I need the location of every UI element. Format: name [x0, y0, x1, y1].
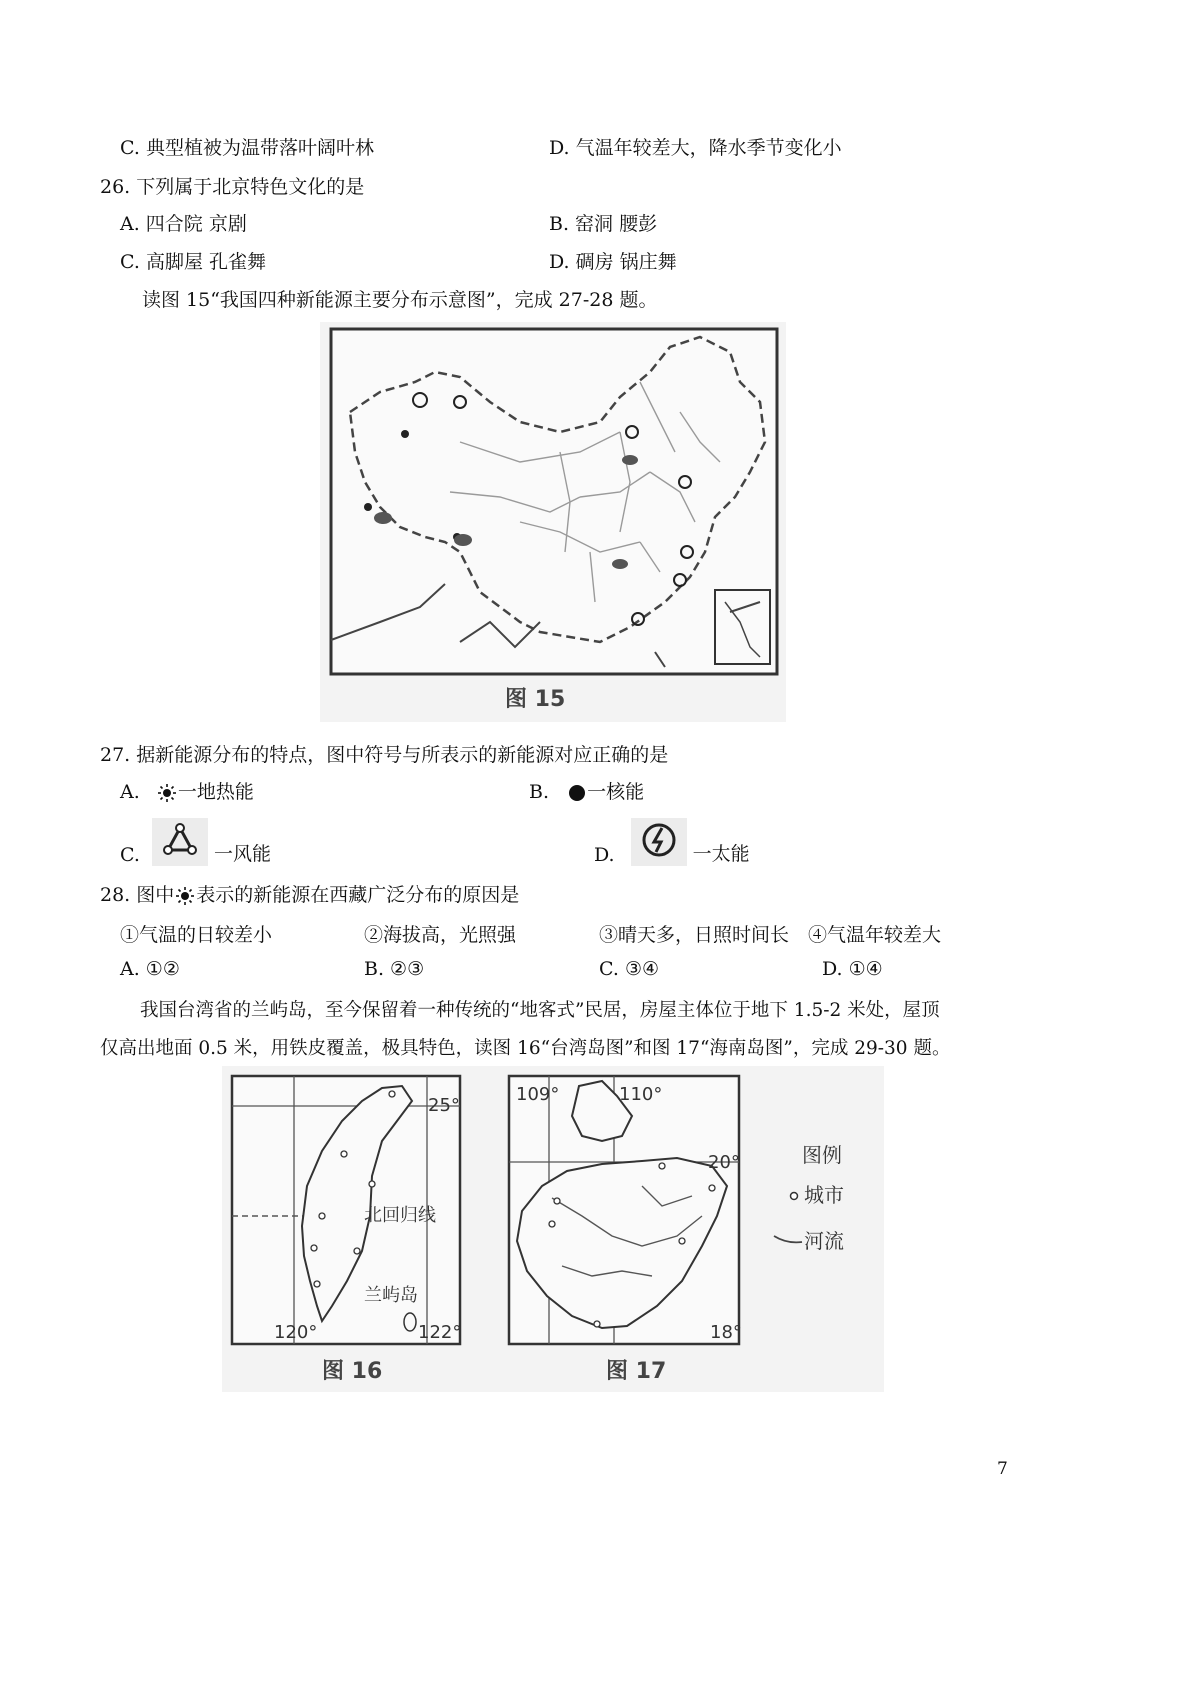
fig16-17-intro-line2: 仅高出地面 0.5 米，用铁皮覆盖，极具特色，读图 16“台湾岛图”和图 17“海南岛图”，完成 29-30 题。: [100, 1038, 951, 1059]
fig17-caption: 图 17: [606, 1359, 667, 1384]
fig16-lat-25: 25°: [428, 1095, 460, 1116]
q28-statement-3: ③晴天多，日照时间长: [599, 924, 790, 946]
legend-river-label: 河流: [804, 1229, 844, 1253]
q25-option-c: C. 典型植被为温带落叶阔叶林: [120, 137, 374, 159]
q27-option-d-letter: D.: [594, 844, 615, 866]
fig16-lanyu-label: 兰屿岛: [364, 1285, 418, 1306]
q27-option-b-letter: B.: [529, 781, 550, 803]
q27-option-a: [120, 777, 254, 804]
fig15-figure: [320, 322, 786, 722]
taiwan-hainan-maps: [222, 1066, 884, 1392]
q27-option-c-text: 一风能: [213, 843, 271, 865]
fig16-17-intro-line1: 我国台湾省的兰屿岛，至今保留着一种传统的“地客式”民居，房屋主体位于地下 1.5-2 米处，屋顶: [140, 1000, 940, 1021]
map-frame: [331, 329, 777, 674]
legend-city-label: 城市: [804, 1183, 844, 1207]
fig17-lon-109: 109°: [516, 1084, 560, 1105]
fig17-lat-18: 18°: [710, 1322, 742, 1343]
lightning-circle-icon: [631, 818, 687, 866]
legend-river-icon: [774, 1236, 802, 1242]
fig17-lon-110: 110°: [619, 1084, 663, 1105]
q27-option-c: [120, 812, 271, 866]
q28-option-b: B. ②③: [364, 958, 425, 980]
q27-option-d: [594, 812, 750, 866]
fig16-caption: 图 16: [322, 1359, 383, 1384]
wind-symbol-icon: [152, 818, 208, 866]
q27-option-c-letter: C.: [120, 844, 140, 866]
q26-option-c: C. 高脚屋 孔雀舞: [120, 251, 266, 273]
legend-city-icon: [791, 1193, 798, 1200]
q28-option-a: A. ①②: [120, 958, 180, 980]
q27-option-b-text: 一核能: [587, 781, 645, 803]
fig16-lon-120: 120°: [274, 1322, 318, 1343]
page-number: 7: [997, 1459, 1008, 1479]
q28-stem: [100, 880, 519, 907]
filled-dot-icon: [567, 783, 587, 803]
q28-option-d: D. ①④: [822, 958, 883, 980]
china-energy-map: [320, 322, 786, 722]
q28-statement-2: ②海拔高，光照强: [364, 924, 517, 946]
q28-option-c: C. ③④: [599, 958, 660, 980]
q27-option-b: [529, 777, 644, 804]
legend-title: 图例: [802, 1143, 842, 1167]
fig16-tropic-label: 北回归线: [364, 1205, 436, 1226]
q26-option-d: D. 碉房 锅庄舞: [549, 251, 677, 273]
fig16-17-figure: [222, 1066, 884, 1392]
q26-stem: 26. 下列属于北京特色文化的是: [100, 176, 365, 198]
q25-option-d: D. 气温年较差大，降水季节变化小: [549, 137, 842, 159]
q28-statement-1: ①气温的日较差小: [120, 924, 273, 946]
fig17-lat-20: 20°: [708, 1152, 740, 1173]
q27-stem: 27. 据新能源分布的特点，图中符号与所表示的新能源对应正确的是: [100, 744, 669, 766]
q28-stem-post: 表示的新能源在西藏广泛分布的原因是: [196, 884, 520, 906]
q28-stem-pre: 28. 图中: [100, 884, 175, 906]
q26-option-a: A. 四合院 京剧: [120, 213, 247, 235]
q27-option-a-text: 一地热能: [177, 781, 254, 803]
fig15-intro: 读图 15“我国四种新能源主要分布示意图”，完成 27-28 题。: [142, 289, 658, 311]
q27-option-a-letter: A.: [120, 781, 140, 803]
sun-icon: [174, 886, 196, 906]
q26-option-b: B. 窑洞 腰彭: [549, 213, 658, 235]
fig15-caption: 图 15: [505, 687, 566, 712]
sun-icon: [156, 783, 178, 803]
fig16-lon-122: 122°: [418, 1322, 462, 1343]
q27-option-d-text: 一太能: [692, 843, 750, 865]
q28-statement-4: ④气温年较差大: [808, 924, 942, 946]
